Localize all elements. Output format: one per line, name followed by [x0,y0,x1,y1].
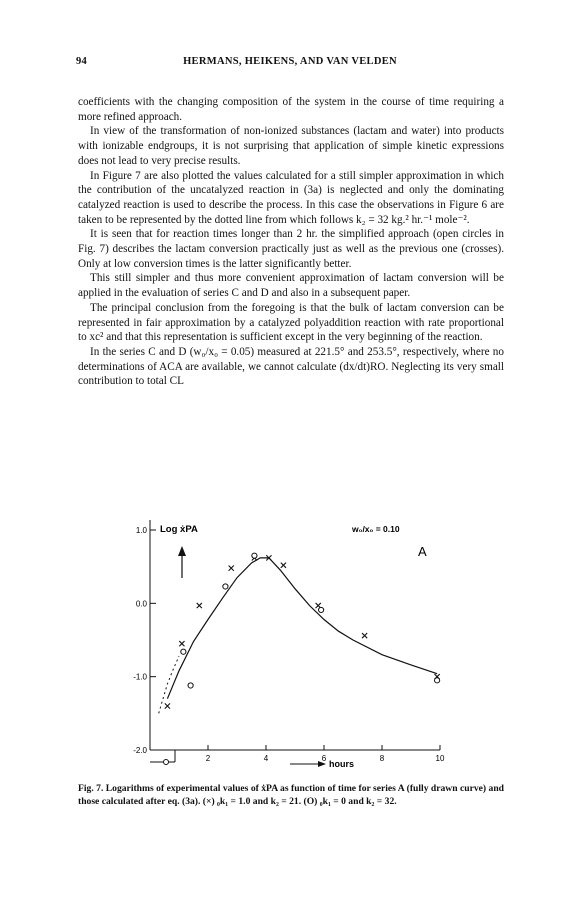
circle-point [435,678,440,683]
series-curve [167,558,437,699]
cross-point [362,633,367,638]
figure-caption: Fig. 7. Logarithms of experimental values of ẋPA as function of time for series A (fully drawn curve) and those calculated after eq. (3a). (×) ₀k₁ = 1.0 and k₂ = 21. (O) ₀k₁ = 0 and k₂ = 32. [78,783,504,807]
up-arrow-head [178,546,186,556]
page-header [60,56,520,72]
paragraph: In Figure 7 are also plotted the values calculated for a still simpler approximation in which the contribution of the uncatalyzed reaction in (3a) is neglected and only the dominating catalyzed reaction is used to describe the process. In this case the observations in Figure 6 are taken to be represented by the dotted line from which follows k₂ = 32 kg.² hr.⁻¹ mole⁻². [78,169,504,226]
circle-point [188,683,193,688]
panel-letter: A [418,544,427,559]
page-number: 94 [76,56,88,67]
paragraph: It is seen that for reaction times longer than 2 hr. the simplified approach (open circles in Fig. 7) describes the lactam conversion practically just as well as the previous one (crosses). Only at low conversion times is the latter significantly better. [78,228,504,270]
circle-point [252,553,257,558]
cross-point [197,603,202,608]
paragraph: The principal conclusion from the foregoing is that the bulk of lactam conversion can be represented in fair approximation by a catalyzed polyaddition reaction with rate proportional to xc² and that this representation is sufficient except in the very beginning of the reaction. [78,301,504,344]
figure-7 [120,510,460,780]
x-tick-label: 8 [379,754,385,763]
circle-point [181,649,186,654]
x-tick-label: 6 [321,754,327,763]
paragraph: In view of the transformation of non-ionized substances (lactam and water) into products with ionizable endgroups, it is not surprising that application of simple kinetic expressions does not lead to very precise results. [78,125,504,167]
cross-point [229,566,234,571]
paragraph: coefficients with the changing composition of the system in the course of time requiring a more refined approach. [78,96,504,123]
cross-point [281,563,286,568]
cross-point [179,641,184,646]
x-tick-label: 10 [435,754,445,763]
body-text [78,95,504,389]
y-tick-label: -1.0 [133,672,147,682]
circle-point [319,607,324,612]
x-tick-label: 4 [263,754,269,763]
y-tick-label: 1.0 [135,526,147,535]
origin-circle-marker [164,760,169,765]
paragraph: This still simpler and thus more convenient approximation of lactam conversion will be applied in the evaluation of series C and D and also in a subsequent paper. [78,272,504,300]
chart [120,510,460,780]
x-tick-label: 2 [205,754,211,763]
circle-point [223,584,228,589]
running-title: HERMANS, HEIKENS, AND VAN VELDEN [183,56,397,67]
y-tick-label: -2.0 [133,746,147,755]
y-tick-label: 0.0 [135,599,147,609]
x-axis-label: hours [329,759,355,769]
y-axis-label: Log ẋPA [160,524,198,535]
ratio-label: w₀/x₀ = 0.10 [352,524,400,534]
cross-point [165,703,170,708]
paragraph: In the series C and D (w₀/x₀ = 0.05) measured at 221.5° and 253.5°, respectively, where no determinations of ACA are available, we cannot calculate (dx/dt)RO. Neglecting its very small contribution to total CL [78,345,504,388]
